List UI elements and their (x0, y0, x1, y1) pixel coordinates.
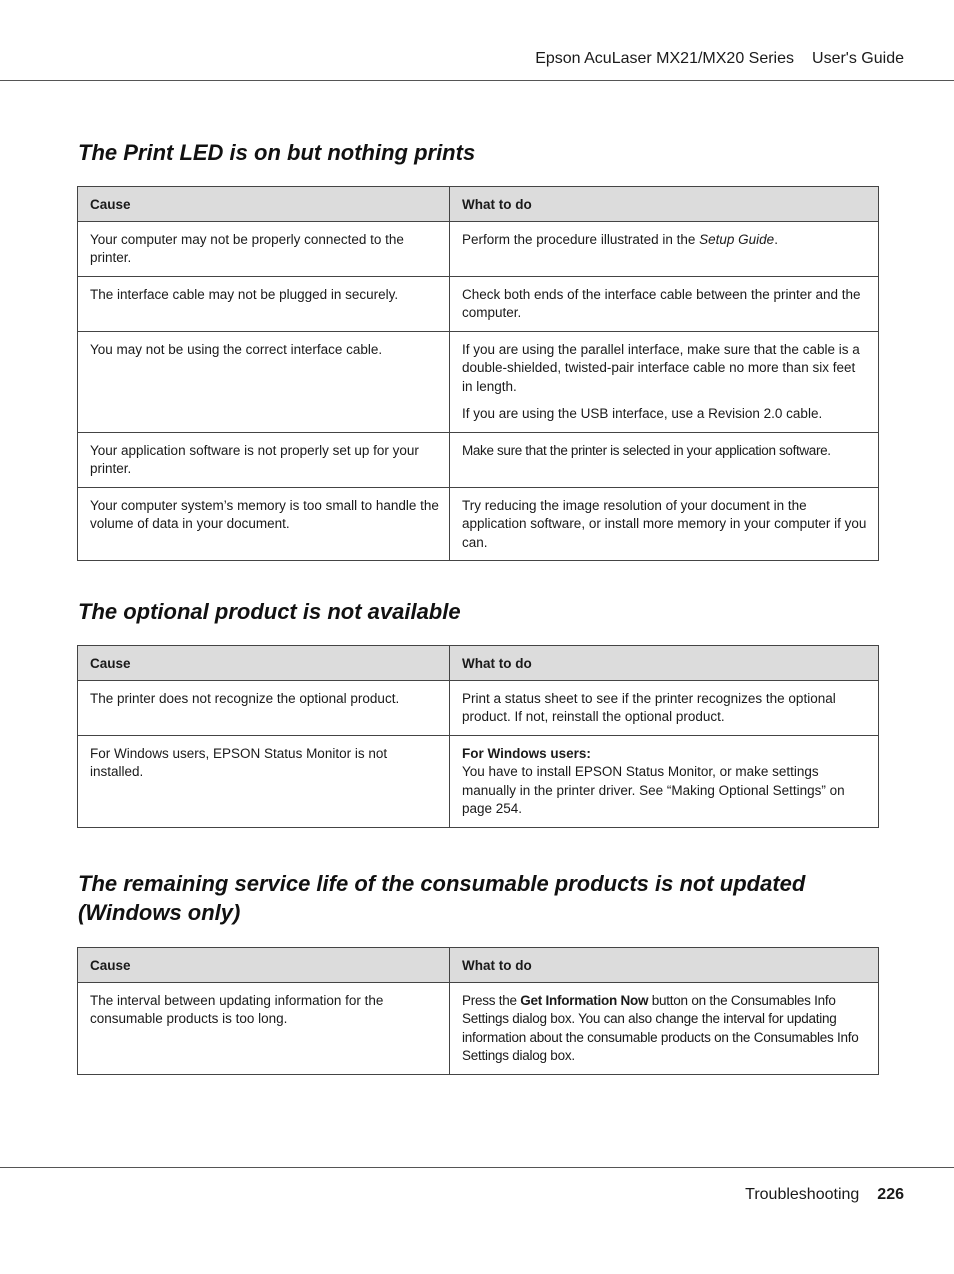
remedy-cell: Print a status sheet to see if the printer recognizes the optional product. If not, reinstall the optional product. (450, 680, 879, 735)
remedy-text-end: . (774, 231, 778, 247)
cause-cell: Your computer may not be properly connected to the printer. (78, 221, 450, 276)
section-title-line: The remaining service life of the consumable products is not updated (78, 871, 806, 896)
header-rule (0, 80, 954, 81)
cause-cell: The interval between updating information for the consumable products is too long. (78, 982, 450, 1074)
section-title-service-life (78, 869, 878, 927)
product-name: Epson AcuLaser MX21/MX20 Series (535, 50, 795, 67)
table-header-row (78, 646, 879, 681)
section-title-line: (Windows only) (78, 900, 241, 925)
remedy-cell (450, 982, 879, 1074)
running-header (535, 50, 904, 68)
cause-cell: You may not be using the correct interface cable. (78, 331, 450, 432)
setup-guide-reference: Setup Guide (699, 231, 775, 247)
table-row (78, 680, 879, 735)
table-row (78, 432, 879, 487)
table-row (78, 982, 879, 1074)
remedy-cell: Check both ends of the interface cable between the printer and the computer. (450, 276, 879, 331)
column-header-what-to-do: What to do (450, 646, 879, 681)
remedy-cell (450, 331, 879, 432)
column-header-cause: Cause (78, 646, 450, 681)
windows-users-label: For Windows users: (462, 745, 591, 761)
remedy-paragraph: If you are using the USB interface, use a Revision 2.0 cable. (462, 406, 823, 421)
cause-cell: Your computer system’s memory is too small to handle the volume of data in your document. (78, 487, 450, 561)
remedy-text: You have to install EPSON Status Monitor, or make settings manually in the printer driver. See “Making Optional Settings” on page 254. (462, 764, 845, 816)
remedy-text-end: button on the Consumables Info Settings dialog box. You can also change the interval for updating information about the consumable products on the Consumables Info Settings dialog box. (462, 992, 859, 1063)
column-header-cause: Cause (78, 948, 450, 983)
guide-name: User's Guide (812, 50, 904, 67)
remedy-cell (450, 735, 879, 827)
running-footer (745, 1186, 904, 1204)
remedy-text: Perform the procedure illustrated in the (462, 231, 700, 247)
table-header-row (78, 948, 879, 983)
table-row (78, 221, 879, 276)
table-row (78, 276, 879, 331)
remedy-paragraph: If you are using the parallel interface, make sure that the cable is a double-shielded, twisted-pair interface cable no more than six feet in length. (462, 341, 860, 394)
remedy-text: Press the (462, 992, 521, 1008)
table-print-led (77, 186, 879, 561)
remedy-cell: Make sure that the printer is selected in your application software. (450, 432, 879, 487)
get-information-now-reference: Get Information Now (520, 992, 649, 1008)
section-title-optional-product: The optional product is not available (78, 599, 461, 624)
cause-cell: Your application software is not properly set up for your printer. (78, 432, 450, 487)
table-row (78, 735, 879, 827)
remedy-cell (450, 221, 879, 276)
remedy-cell: Try reducing the image resolution of your document in the application software, or install more memory in your computer if you can. (450, 487, 879, 561)
table-optional-product (77, 645, 879, 828)
cause-cell: For Windows users, EPSON Status Monitor is not installed. (78, 735, 450, 827)
section-title-print-led: The Print LED is on but nothing prints (78, 140, 476, 165)
table-row (78, 331, 879, 432)
column-header-what-to-do: What to do (450, 948, 879, 983)
table-row (78, 487, 879, 561)
page-number: 226 (877, 1186, 904, 1203)
column-header-cause: Cause (78, 187, 450, 222)
table-header-row (78, 187, 879, 222)
table-service-life (77, 947, 879, 1075)
column-header-what-to-do: What to do (450, 187, 879, 222)
footer-rule (0, 1167, 954, 1168)
footer-section-name: Troubleshooting (745, 1186, 860, 1203)
cause-cell: The interface cable may not be plugged in securely. (78, 276, 450, 331)
cause-cell: The printer does not recognize the optional product. (78, 680, 450, 735)
